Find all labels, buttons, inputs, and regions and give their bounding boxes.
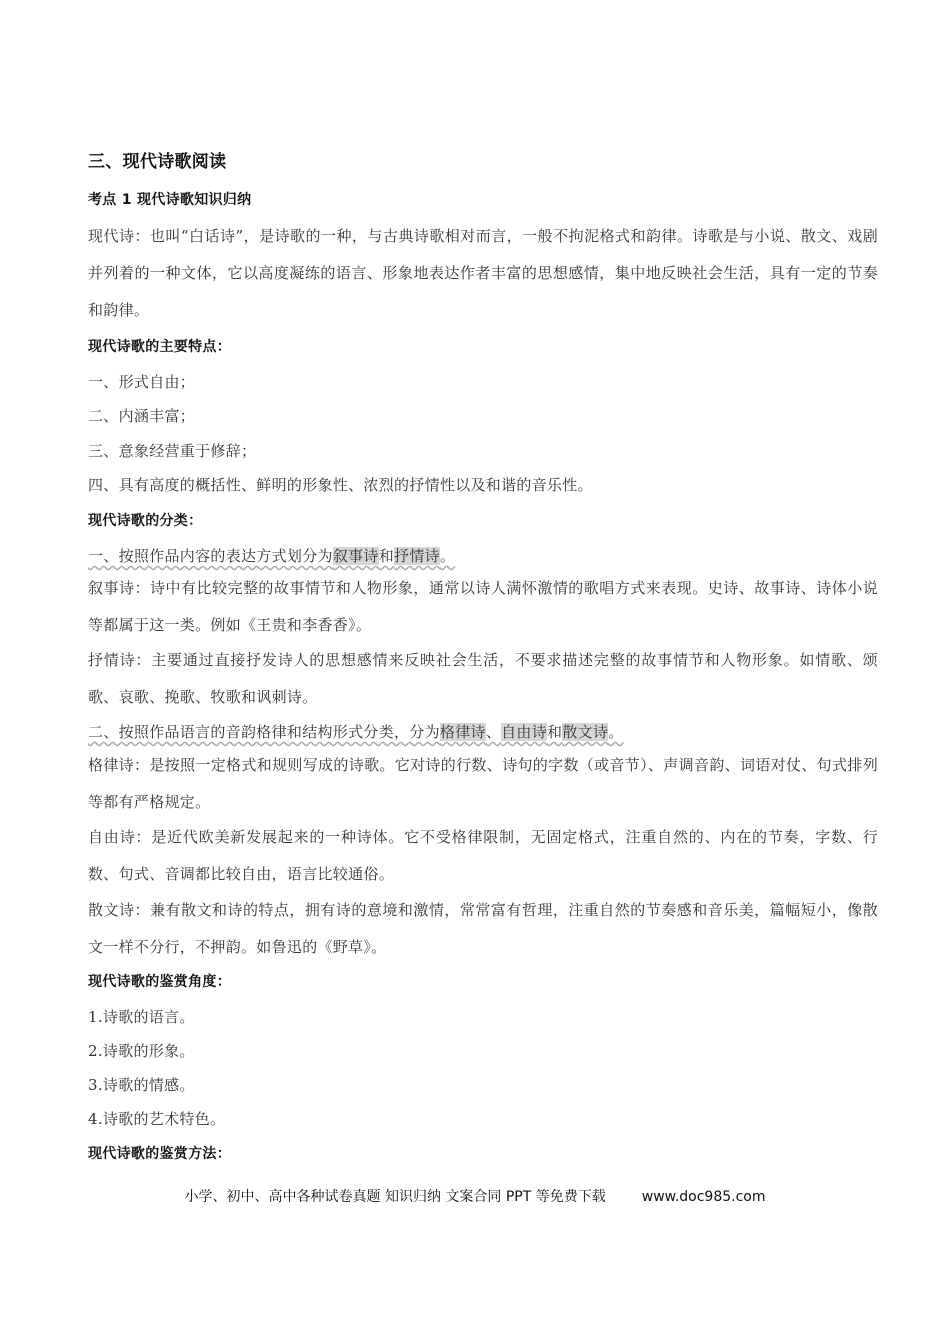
classification-item-1-text: 一、按照作品内容的表达方式划分为叙事诗和抒情诗。 <box>88 547 456 565</box>
feature-item: 一、形式自由； <box>88 373 196 391</box>
angles-heading: 现代诗歌的鉴赏角度： <box>88 974 231 990</box>
feature-item: 四、具有高度的概括性、鲜明的形象性、浓烈的抒情性以及和谐的音乐性。 <box>88 476 593 494</box>
footer-url[interactable]: www.doc985.com <box>641 1189 766 1205</box>
features-heading: 现代诗歌的主要特点： <box>88 339 231 355</box>
term-lyric-poem: 抒情诗 <box>394 547 440 565</box>
classification-heading: 现代诗歌的分类： <box>88 513 203 529</box>
classification-item-2-text: 二、按照作品语言的音韵格律和结构形式分类，分为格律诗、自由诗和散文诗。 <box>88 723 624 741</box>
term-prose-poem: 散文诗 <box>562 723 609 741</box>
lyric-poem-paragraph: 抒情诗：主要通过直接抒发诗人的思想感情来反映社会生活，不要求描述完整的故事情节和人物形象。如情歌、颂歌、哀歌、挽歌、牧歌和讽刺诗。 <box>88 651 878 706</box>
kaodian-title: 考点 1 现代诗歌知识归纳 <box>88 192 252 208</box>
section-title: 三、现代诗歌阅读 <box>88 152 227 172</box>
term-narrative-poem: 叙事诗 <box>332 547 379 565</box>
angle-item: 2.诗歌的形象。 <box>88 1042 195 1060</box>
narrative-poem-paragraph: 叙事诗：诗中有比较完整的故事情节和人物形象，通常以诗人满怀激情的歌唱方式来表现。史诗、故事诗、诗体小说等都属于这一类。例如《王贵和李香香》。 <box>88 579 878 634</box>
free-verse-paragraph: 自由诗：是近代欧美新发展起来的一种诗体。它不受格律限制，无固定格式，注重自然的、内在的节奏，字数、行数、句式、音调都比较自由，语言比较通俗。 <box>88 828 878 883</box>
feature-item: 三、意象经营重于修辞； <box>88 442 257 460</box>
angle-item: 3.诗歌的情感。 <box>88 1076 195 1094</box>
feature-item: 二、内涵丰富； <box>88 407 196 425</box>
footer-text: 小学、初中、高中各种试卷真题 知识归纳 文案合同 PPT 等免费下载 <box>184 1189 606 1205</box>
term-metrical-poem: 格律诗 <box>439 723 486 741</box>
prose-poem-paragraph: 散文诗：兼有散文和诗的特点，拥有诗的意境和激情，常常富有哲理，注重自然的节奏感和音乐美，篇幅短小，像散文一样不分行，不押韵。如鲁迅的《野草》。 <box>88 901 878 956</box>
page-footer <box>0 1186 950 1206</box>
angle-item: 1.诗歌的语言。 <box>88 1008 195 1026</box>
classification-item-2 <box>88 714 878 751</box>
term-free-verse: 自由诗 <box>501 723 548 741</box>
intro-paragraph: 现代诗：也叫“白话诗”，是诗歌的一种，与古典诗歌相对而言，一般不拘泥格式和韵律。诗歌是与小说、散文、戏剧并列着的一种文体，它以高度凝练的语言、形象地表达作者丰富的思想感情，集中地反映社会生活，具有一定的节奏和韵律。 <box>88 227 878 319</box>
methods-heading: 现代诗歌的鉴赏方法： <box>88 1146 231 1162</box>
angle-item: 4.诗歌的艺术特色。 <box>88 1110 226 1128</box>
metrical-poem-paragraph: 格律诗：是按照一定格式和规则写成的诗歌。它对诗的行数、诗句的字数（或音节）、声调音韵、词语对仗、句式排列等都有严格规定。 <box>88 756 878 811</box>
